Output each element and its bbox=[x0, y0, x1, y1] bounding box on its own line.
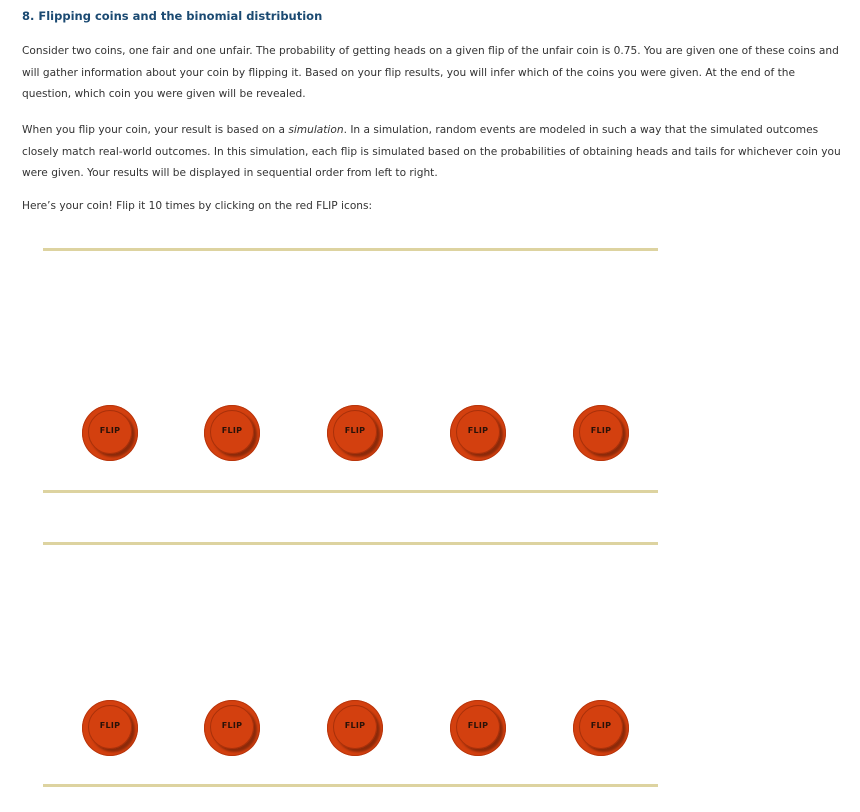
flip-label: FLIP bbox=[344, 721, 366, 730]
flip-label: FLIP bbox=[590, 721, 612, 730]
flip-label: FLIP bbox=[344, 426, 366, 435]
flip-label: FLIP bbox=[467, 721, 489, 730]
flip-button-7[interactable] bbox=[204, 700, 260, 756]
flip-label: FLIP bbox=[590, 426, 612, 435]
flip-label: FLIP bbox=[99, 426, 121, 435]
flip-button-9[interactable] bbox=[450, 700, 506, 756]
flip-button-1[interactable] bbox=[82, 405, 138, 461]
flip-label: FLIP bbox=[467, 426, 489, 435]
intro-paragraph: Consider two coins, one fair and one unfair. The probability of getting heads on a given flip of the unfair coin is 0.75. You are given one of these coins and will gather information about your coin by flipping it. Based on your flip results, you will infer which of the coins you were given. At the end of the question, which coin you were given will be revealed. bbox=[22, 45, 839, 100]
simulation-paragraph bbox=[22, 120, 847, 185]
text: . In a simulation, random events are modeled in such a way that the simulated outcomes closely match real-world outcomes. In this simulation, each flip is simulated based on the probabilities of obtaining heads and tails for whichever coin you were given. Your results will be displayed in sequential order from left to right. bbox=[22, 124, 841, 179]
emphasis-simulation: simulation bbox=[288, 124, 344, 136]
text: When you flip your coin, your result is based on a bbox=[22, 124, 289, 136]
flip-button-4[interactable] bbox=[450, 405, 506, 461]
flip-button-10[interactable] bbox=[573, 700, 629, 756]
flip-button-5[interactable] bbox=[573, 405, 629, 461]
flip-label: FLIP bbox=[221, 721, 243, 730]
instruction-paragraph: Here’s your coin! Flip it 10 times by clicking on the red FLIP icons: bbox=[22, 200, 373, 212]
flip-button-2[interactable] bbox=[204, 405, 260, 461]
divider bbox=[43, 784, 658, 787]
divider bbox=[43, 248, 658, 251]
divider bbox=[43, 542, 658, 545]
flip-label: FLIP bbox=[99, 721, 121, 730]
divider bbox=[43, 490, 658, 493]
question-title: 8. Flipping coins and the binomial distribution bbox=[22, 9, 323, 23]
flip-button-6[interactable] bbox=[82, 700, 138, 756]
flip-button-8[interactable] bbox=[327, 700, 383, 756]
flip-label: FLIP bbox=[221, 426, 243, 435]
flip-button-3[interactable] bbox=[327, 405, 383, 461]
